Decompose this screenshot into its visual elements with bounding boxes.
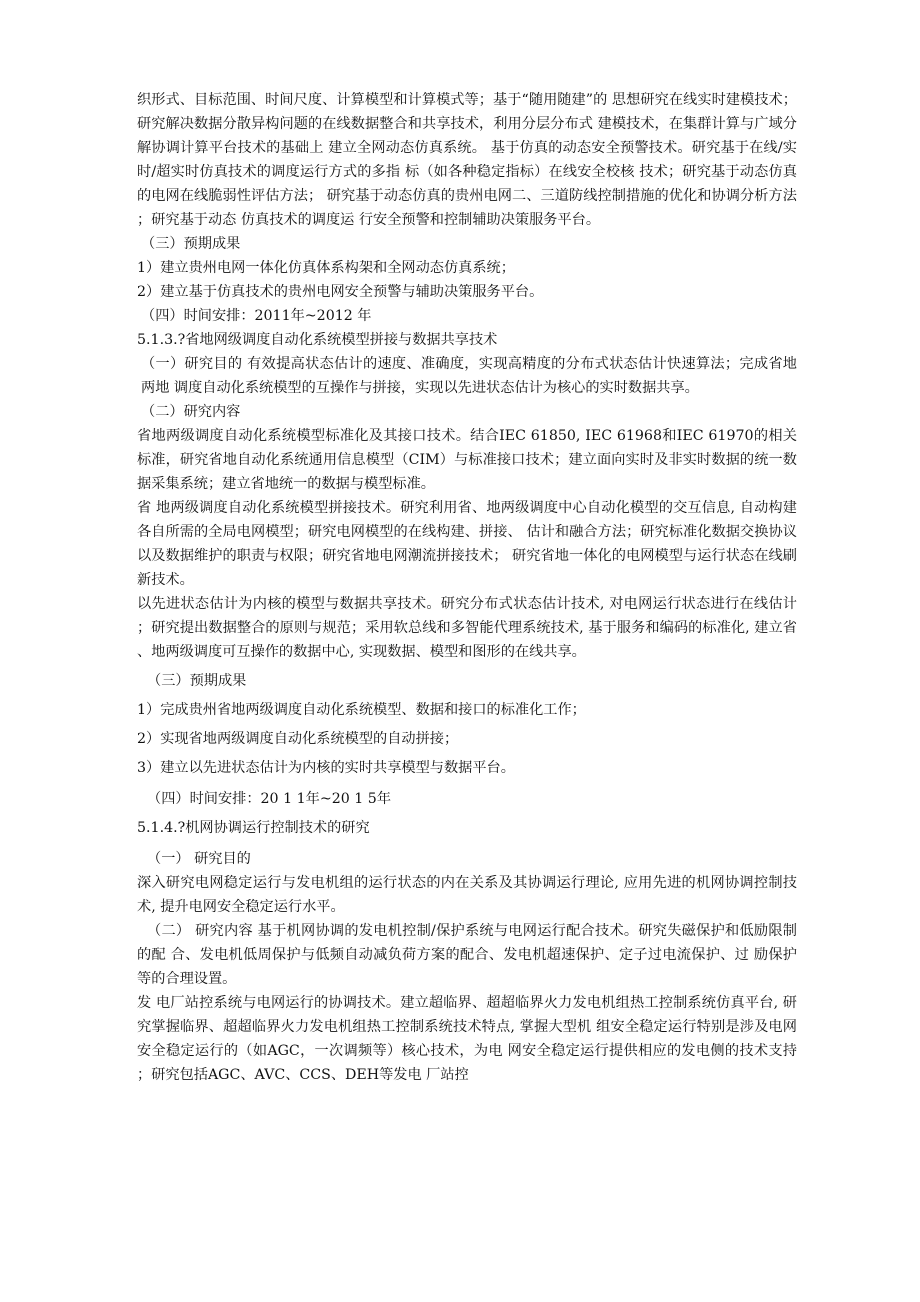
- list-item: 1）完成贵州省地两级调度自动化系统模型、数据和接口的标准化工作；: [137, 702, 586, 718]
- heading-expected-results: （三）预期成果: [147, 673, 247, 689]
- list-item: 2）建立基于仿真技术的贵州电网安全预警与辅助决策服务平台。: [137, 284, 544, 300]
- heading-research-content: （二）研究内容: [141, 404, 241, 420]
- paragraph-power-plant-coordination: 发 电厂站控系统与电网运行的协调技术。建立超临界、超超临界火力发电机组热工控制系统仿真平台, 研究掌握临界、超超临界火力发电机组热工控制系统技术特点, 掌握大型机 组安全稳定运行特别是涉及电网安全稳定运行的（如AGC，一次调频等）核心技术，为电 网安全稳定运行提供相应的发电侧的技术支持；研究包括AGC、AVC、CCS、DEH等发电 厂站控: [137, 995, 797, 1083]
- list-item: 1）建立贵州电网一体化仿真体系构架和全网动态仿真系统；: [137, 260, 515, 276]
- heading-schedule: （四）时间安排：2011年~2012 年: [141, 308, 372, 324]
- paragraph-state-estimation: 以先进状态估计为内核的模型与数据共享技术。研究分布式状态估计技术, 对电网运行状态进行在线估计；研究提出数据整合的原则与规范；采用软总线和多智能代理系统技术, 基于服务和编码的标准化, 建立省、地两级调度可互操作的数据中心, 实现数据、模型和图形的在线共享。: [137, 596, 797, 660]
- section-title-5-1-4: 5.1.4.?机网协调运行控制技术的研究: [137, 820, 370, 836]
- list-item: 2）实现省地两级调度自动化系统模型的自动拼接；: [137, 731, 459, 747]
- list-item: 3）建立以先进状态估计为内核的实时共享模型与数据平台。: [137, 760, 515, 776]
- heading-research-purpose: （一） 研究目的: [147, 851, 251, 867]
- document-body: [137, 88, 797, 1087]
- paragraph-simulation-content: 织形式、目标范围、时间尺度、计算模型和计算模式等；基于“随用随建”的 思想研究在线实时建模技术；研究解决数据分散异构问题的在线数据整合和共享技术，利用分层分布式 建模技术，在集群计算与广域分解协调计算平台技术的基础上 建立全网动态仿真系统。 基于仿真的动态安全预警技术。研究基于在线/实时/超实时仿真技术的调度运行方式的多指 标（如各种稳定指标）在线安全校核 技术；研究基于动态仿真的电网在线脆弱性评估方法； 研究基于动态仿真的贵州电网二、三道防线控制措施的优化和协调分析方法；研究基于动态 仿真技术的调度运 行安全预警和控制辅助决策服务平台。: [137, 92, 797, 228]
- paragraph-model-standardization: 省地两级调度自动化系统模型标准化及其接口技术。结合IEC 61850, IEC 61968和IEC 61970的相关标准，研究省地自动化系统通用信息模型（CIM）与标准接口技术；建立面向实时及非实时数据的统一数据采集系统；建立省地统一的数据与模型标准。: [137, 428, 797, 492]
- paragraph-research-content: （二） 研究内容 基于机网协调的发电机控制/保护系统与电网运行配合技术。研究失磁保护和低励限制的配 合、发电机低周保护与低频自动减负荷方案的配合、发电机超速保护、定子过电流保护、过 励保护等的合理设置。: [137, 923, 797, 987]
- heading-schedule: （四）时间安排：20 1 1年~20 1 5年: [147, 791, 392, 807]
- paragraph-research-purpose: （一）研究目的 有效提高状态估计的速度、准确度，实现高精度的分布式状态估计快速算法；完成省地两地 调度自动化系统模型的互操作与拼接，实现以先进状态估计为核心的实时数据共享。: [141, 356, 797, 396]
- paragraph-model-splicing: 省 地两级调度自动化系统模型拼接技术。研究利用省、地两级调度中心自动化模型的交互信息, 自动构建各自所需的全局电网模型；研究电网模型的在线构建、拼接、 估计和融合方法；研究标准化数据交换协议以及数据维护的职责与权限；研究省地电网潮流拼接技术； 研究省地一体化的电网模型与运行状态在线刷新技术。: [137, 500, 797, 588]
- paragraph-research-purpose: 深入研究电网稳定运行与发电机组的运行状态的内在关系及其协调运行理论, 应用先进的机网协调控制技术, 提升电网安全稳定运行水平。: [137, 875, 797, 915]
- section-title-5-1-3: 5.1.3.?省地网级调度自动化系统模型拼接与数据共享技术: [137, 332, 498, 348]
- heading-expected-results: （三）预期成果: [141, 236, 241, 252]
